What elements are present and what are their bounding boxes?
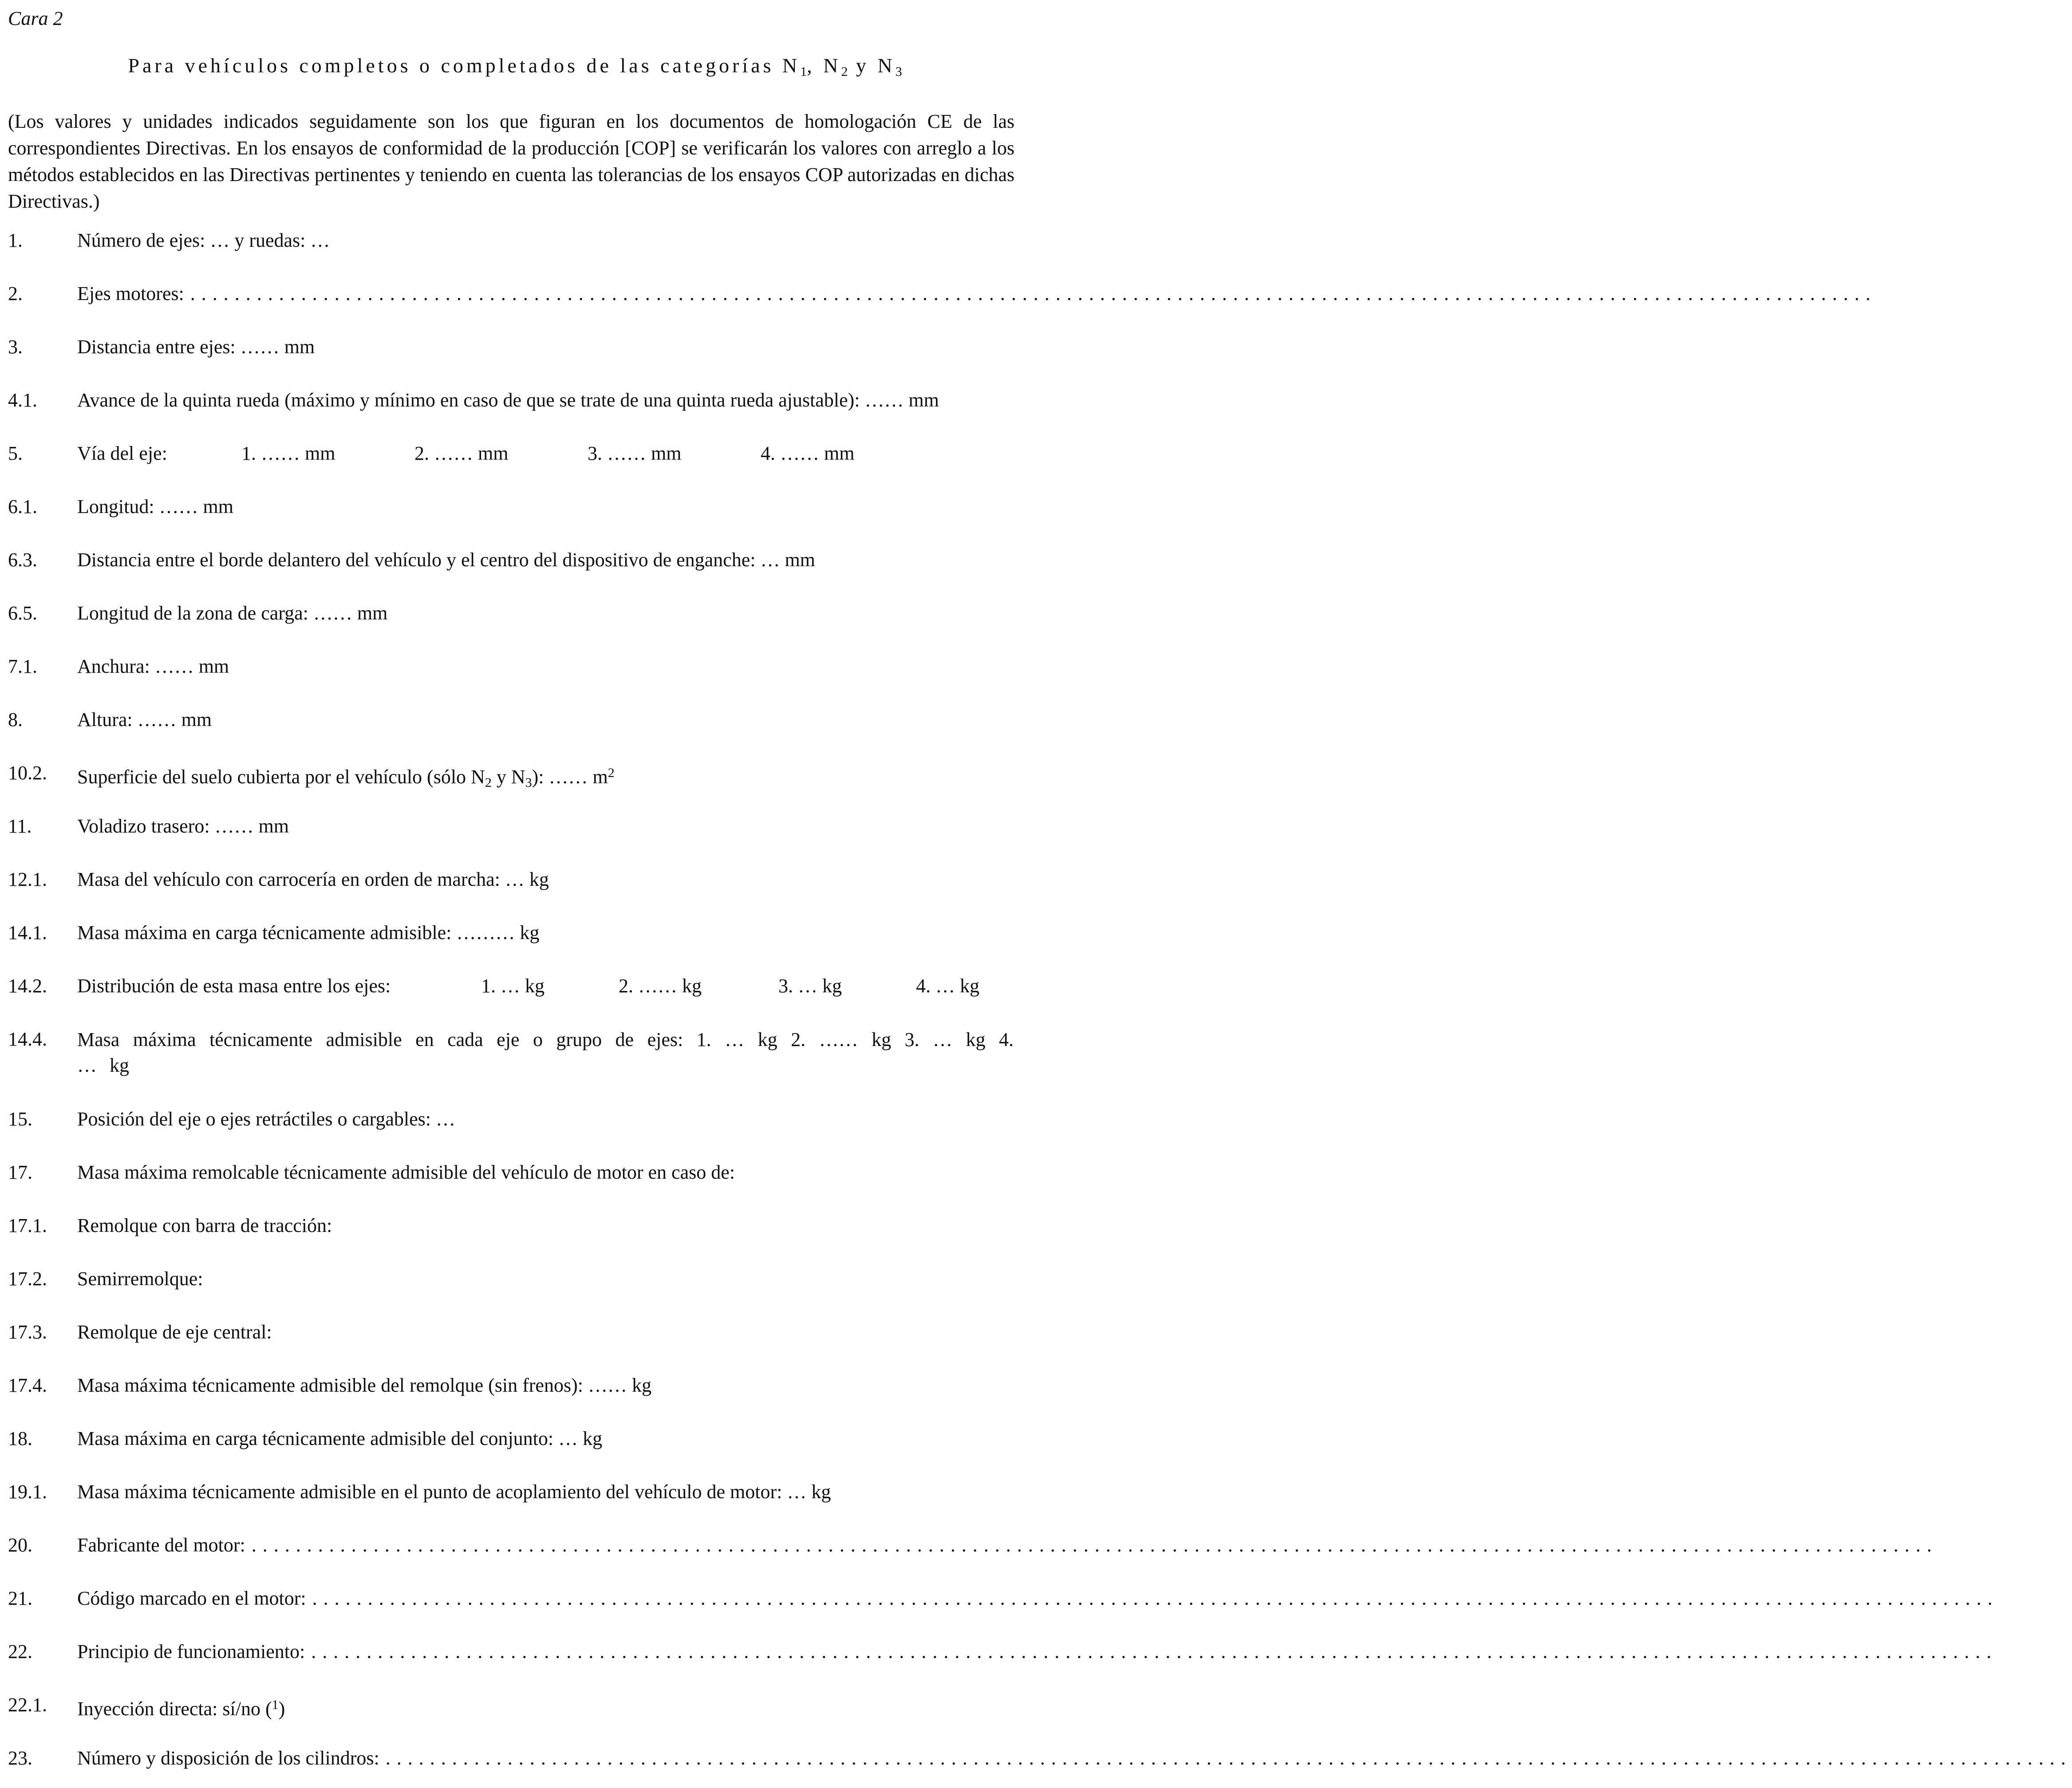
dot-leader: ........................................................................................................................................................	[251, 1534, 1938, 1556]
item-text-part: )	[278, 1698, 285, 1720]
page-face-label: Cara 2	[8, 8, 63, 29]
item-number: 2.	[8, 283, 23, 304]
item-text: Masa máxima en carga técnicamente admisible: ……… kg	[77, 922, 540, 943]
title-subscript-1: 1	[800, 64, 807, 79]
item-number: 21.	[8, 1587, 32, 1609]
dot-leader: ........................................................................................................................................................	[190, 283, 1877, 304]
title-separator-1: , N	[807, 54, 841, 77]
item-number: 4.1.	[8, 389, 37, 411]
item-label: Principio de funcionamiento:	[77, 1641, 305, 1662]
item-text: Posición del eje o ejes retráctiles o cargables: …	[77, 1108, 456, 1130]
subscript: 2	[485, 775, 492, 790]
item-number: 20.	[8, 1534, 32, 1556]
item-text: Semirremolque:	[77, 1268, 203, 1290]
item-text: Avance de la quinta rueda (máximo y mínimo en caso de que se trate de una quinta rueda ajustable): …… mm	[77, 389, 939, 411]
item-text: Masa máxima técnicamente admisible en el punto de acoplamiento del vehículo de motor: … kg	[77, 1481, 831, 1503]
axle-value-2: 2. …… mm	[414, 442, 509, 464]
axle-mass-1: 1. … kg	[481, 975, 545, 997]
item-text	[77, 1693, 1014, 1721]
item-text-with-leader	[77, 1639, 1998, 1664]
item-columns	[77, 441, 1014, 466]
intro-note: (Los valores y unidades indicados seguidamente son los que figuran en los documentos de homologación CE de las correspondientes Directivas. En los ensayos de conformidad de la producción [COP] se verificarán los valores con arreglo a los métodos establecidos en las Directivas pertinentes y teniendo en cuenta las tolerancias de los ensayos COP autorizadas en dichas Directivas.)	[8, 111, 1014, 212]
item-number: 14.2.	[8, 975, 47, 997]
item-text: Masa máxima técnicamente admisible del remolque (sin frenos): …… kg	[77, 1374, 651, 1396]
dot-leader: ........................................................................................................................................................	[312, 1587, 1999, 1609]
item-number: 10.2.	[8, 762, 47, 784]
axle-mass-3: 3. … kg	[778, 975, 842, 997]
item-number: 23.	[8, 1747, 32, 1769]
axle-mass-2: 2. …… kg	[619, 975, 702, 997]
title-separator-2: y N	[848, 54, 896, 77]
axle-value-1: 1. …… mm	[241, 442, 335, 464]
item-text: Altura: …… mm	[77, 709, 212, 730]
item-number: 14.1.	[8, 922, 47, 943]
axle-value-4: 4. …… mm	[761, 442, 855, 464]
axle-mass-4: 4. … kg	[916, 975, 979, 997]
item-number: 17.2.	[8, 1268, 47, 1290]
item-text: Masa máxima técnicamente admisible en cada eje o grupo de ejes: 1. … kg 2. …… kg 3. … kg 4. … kg	[77, 1029, 1014, 1076]
item-number: 17.4.	[8, 1374, 47, 1396]
item-number: 1.	[8, 229, 23, 251]
superscript: 2	[608, 766, 615, 780]
item-number: 5.	[8, 442, 23, 464]
item-number: 12.1.	[8, 868, 47, 890]
item-number: 17.1.	[8, 1215, 47, 1236]
item-number: 17.3.	[8, 1321, 47, 1343]
item-text-with-leader	[77, 1746, 2072, 1771]
item-columns	[77, 974, 1014, 999]
item-text: Longitud: …… mm	[77, 496, 233, 517]
item-label: Vía del eje:	[77, 442, 167, 464]
item-text-part: ): …… m	[532, 766, 608, 788]
item-text-part: y N	[491, 766, 525, 788]
title-subscript-3: 3	[895, 64, 902, 79]
item-label: Distribución de esta masa entre los ejes:	[77, 975, 391, 997]
item-text: Longitud de la zona de carga: …… mm	[77, 602, 388, 624]
item-number: 6.5.	[8, 602, 37, 624]
item-number: 3.	[8, 336, 23, 358]
dot-leader: ........................................................................................................................................................	[385, 1747, 2072, 1769]
item-text: Remolque con barra de tracción:	[77, 1215, 332, 1236]
item-text: Número de ejes: … y ruedas: …	[77, 229, 330, 251]
item-text-with-leader	[77, 281, 1877, 306]
item-text: Masa máxima remolcable técnicamente admisible del vehículo de motor en caso de:	[77, 1161, 735, 1183]
item-text: Distancia entre el borde delantero del vehículo y el centro del dispositivo de enganche: … mm	[77, 549, 815, 571]
item-number: 7.1.	[8, 655, 37, 677]
item-number: 15.	[8, 1108, 32, 1130]
item-text-with-leader	[77, 1586, 1999, 1611]
item-number: 18.	[8, 1428, 32, 1449]
title-text: Para vehículos completos o completados de las categorías N	[128, 54, 801, 77]
item-text: Masa máxima en carga técnicamente admisible del conjunto: … kg	[77, 1428, 603, 1449]
item-number: 17.	[8, 1161, 32, 1183]
item-text: Distancia entre ejes: …… mm	[77, 336, 315, 358]
item-text: Masa del vehículo con carrocería en orden de marcha: … kg	[77, 868, 549, 890]
item-number: 6.1.	[8, 496, 37, 517]
item-number: 14.4.	[8, 1028, 47, 1050]
item-number: 19.1.	[8, 1481, 47, 1503]
item-text: Remolque de eje central:	[77, 1321, 272, 1343]
dot-leader: ........................................................................................................................................................	[311, 1641, 1998, 1662]
item-text-part: Inyección directa: sí/no (	[77, 1698, 272, 1720]
item-label: Código marcado en el motor:	[77, 1587, 306, 1609]
item-text-part: Superficie del suelo cubierta por el vehículo (sólo N	[77, 766, 485, 788]
footnote-ref: 1	[272, 1697, 279, 1712]
subscript: 3	[525, 775, 532, 790]
item-text	[77, 761, 1014, 795]
item-number: 6.3.	[8, 549, 37, 571]
item-number: 8.	[8, 709, 23, 730]
title-subscript-2: 2	[841, 64, 848, 79]
item-text: Voladizo trasero: …… mm	[77, 815, 289, 837]
item-text: Anchura: …… mm	[77, 655, 229, 677]
item-number: 22.1.	[8, 1694, 47, 1716]
section-title	[0, 52, 1030, 85]
item-label: Número y disposición de los cilindros:	[77, 1747, 379, 1769]
item-label: Fabricante del motor:	[77, 1534, 245, 1556]
item-number: 22.	[8, 1641, 32, 1662]
item-label: Ejes motores:	[77, 283, 184, 304]
item-number: 11.	[8, 815, 32, 837]
item-text-with-leader	[77, 1533, 1938, 1558]
axle-value-3: 3. …… mm	[588, 442, 682, 464]
